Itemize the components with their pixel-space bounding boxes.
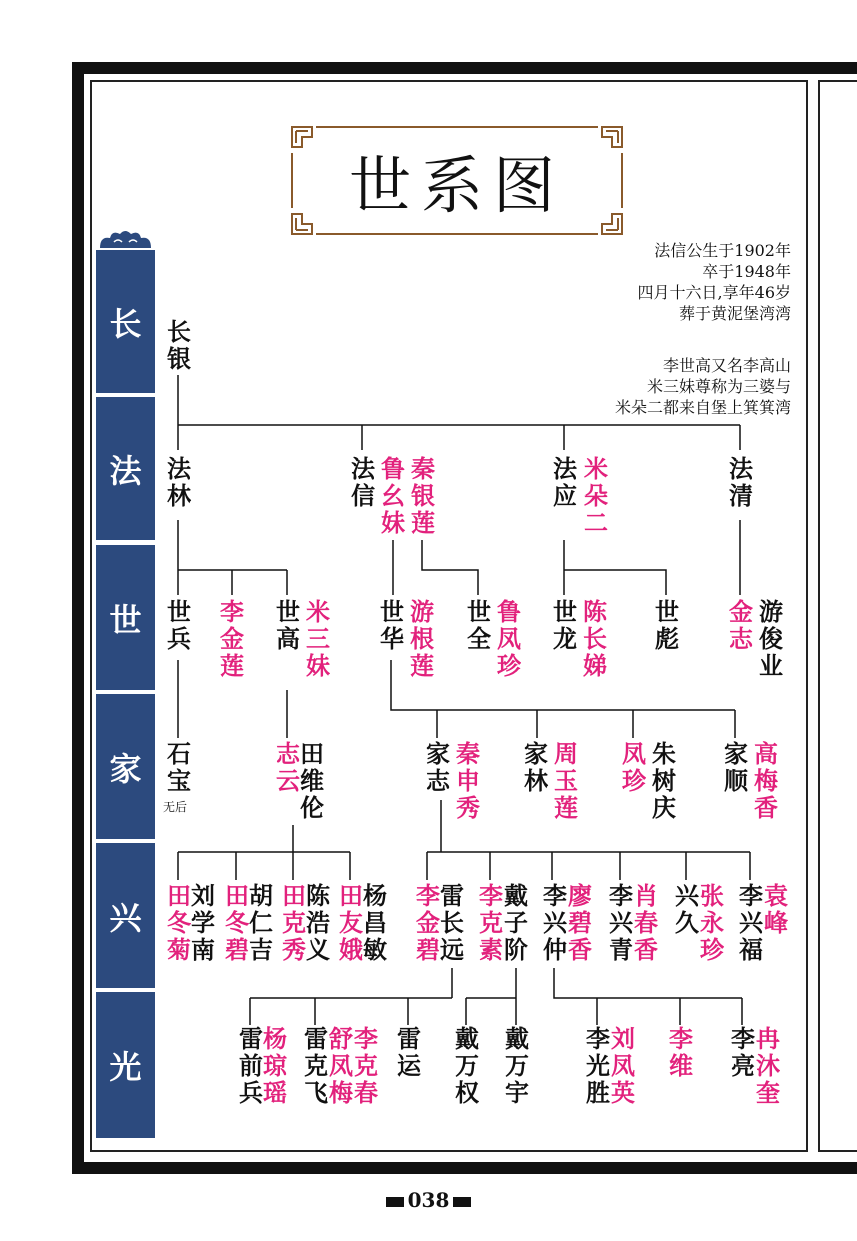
person-yang-changmin: 杨昌敏	[363, 881, 387, 964]
person-lu-fengzhen: 鲁凤珍	[497, 597, 521, 680]
person-zhi-yun: 志云	[276, 739, 300, 795]
person-faying: 法应	[553, 454, 577, 510]
person-feng-zhen: 凤珍	[622, 739, 646, 795]
page-title: 世系图	[348, 149, 565, 222]
note-line: 李世高又名李高山	[662, 356, 791, 375]
person-li-liang: 李亮	[731, 1024, 755, 1080]
note-line: 葬于黄泥堡湾湾	[678, 304, 791, 323]
person-yuan-feng: 袁峰	[764, 881, 788, 937]
person-liu-xuenan: 刘学南	[191, 881, 215, 964]
person-chen-changdi: 陈长娣	[583, 597, 607, 680]
person-lei-qianbing: 雷前兵	[239, 1024, 263, 1107]
person-dai-wanyu: 戴万宇	[505, 1024, 529, 1107]
person-faqing: 法清	[729, 454, 753, 510]
person-you-genlian: 游根莲	[410, 597, 434, 680]
note-line: 卒于1948年	[702, 262, 791, 281]
person-zhang-yongzhen: 张永珍	[700, 881, 724, 964]
person-shibing: 世兵	[167, 597, 191, 653]
person-lu-yaomei: 鲁幺妹	[381, 454, 405, 537]
generation-label-guang: 光	[96, 992, 155, 1138]
note-line: 米三妹尊称为三婆与	[646, 377, 791, 396]
person-shibao-note: 无后	[163, 800, 188, 814]
person-li-xingzhong: 李兴仲	[543, 881, 567, 964]
person-tian-kexiu: 田克秀	[282, 881, 306, 964]
person-xing-jiu: 兴久	[675, 881, 699, 937]
square-icon	[386, 1197, 404, 1207]
note-line: 法信公生于1902年	[654, 241, 791, 260]
person-li-jinbi: 李金碧	[416, 881, 440, 964]
person-falin: 法林	[167, 454, 191, 510]
person-shiquan: 世全	[467, 597, 491, 653]
note-line: 米朵二都来自堡上箕箕湾	[614, 398, 791, 417]
person-liu-fengying: 刘凤英	[611, 1024, 635, 1107]
person-changyin: 长银	[167, 317, 191, 373]
person-tian-weilun: 田维伦	[300, 739, 324, 822]
person-shu-fengmei: 舒凤梅	[329, 1024, 353, 1107]
person-chen-haoyi: 陈浩义	[306, 881, 330, 964]
person-shibao: 石宝	[167, 739, 191, 795]
person-you-junye: 游俊业	[759, 597, 783, 680]
person-shilong: 世龙	[553, 597, 577, 653]
person-li-xingqing: 李兴青	[609, 881, 633, 964]
person-shibiao: 世彪	[655, 597, 679, 653]
page-number-text: 038	[407, 1188, 450, 1212]
person-dai-zijie: 戴子阶	[504, 881, 528, 964]
person-li-guangsheng: 李光胜	[586, 1024, 610, 1107]
person-shigao: 世高	[276, 597, 300, 653]
person-lei-yun: 雷运	[397, 1024, 421, 1080]
person-hu-renji: 胡仁吉	[249, 881, 273, 964]
person-yang-qiongyao: 杨琼瑶	[263, 1024, 287, 1107]
generation-label-xing: 兴	[96, 843, 155, 988]
note-line: 四月十六日,享年46岁	[637, 283, 791, 302]
person-li-jinlian: 李金莲	[220, 597, 244, 680]
person-zhu-shuqing: 朱树庆	[652, 739, 676, 822]
person-zhou-yulian: 周玉莲	[554, 739, 578, 822]
person-jiazhi: 家志	[426, 739, 450, 795]
person-lei-changyuan: 雷长远	[440, 881, 464, 964]
person-liao-bixiang: 廖碧香	[568, 881, 592, 964]
person-mi-duoer: 米朵二	[584, 454, 608, 537]
person-li-wei: 李维	[669, 1024, 693, 1080]
generation-label-jia: 家	[96, 694, 155, 839]
person-dai-wanquan: 戴万权	[455, 1024, 479, 1107]
person-shihua: 世华	[380, 597, 404, 653]
generation-label-fa: 法	[96, 397, 155, 540]
person-tian-youe: 田友娥	[339, 881, 363, 964]
person-mi-sanmei: 米三妹	[306, 597, 330, 680]
person-qin-shenxiu: 秦申秀	[456, 739, 480, 822]
person-faxin: 法信	[351, 454, 375, 510]
person-li-kechun: 李克春	[354, 1024, 378, 1107]
person-qin-yinlian: 秦银莲	[411, 454, 435, 537]
square-icon	[453, 1197, 471, 1207]
person-jin-zhi: 金志	[729, 597, 753, 653]
generation-label-shi: 世	[96, 545, 155, 690]
generation-label-chang: 长	[96, 250, 155, 393]
person-li-kesu: 李克素	[479, 881, 503, 964]
person-ran-mukui: 冉沐奎	[756, 1024, 780, 1107]
person-jiashun: 家顺	[724, 739, 748, 795]
person-gao-meixiang: 高梅香	[754, 739, 778, 822]
person-jialin: 家林	[524, 739, 548, 795]
page-number	[0, 1188, 857, 1212]
person-tian-dongju: 田冬菊	[167, 881, 191, 964]
person-lei-kefei: 雷克飞	[304, 1024, 328, 1107]
person-tian-dongbi: 田冬碧	[225, 881, 249, 964]
person-li-xingfu: 李兴福	[739, 881, 763, 964]
person-xiao-chunxiang: 肖春香	[634, 881, 658, 964]
